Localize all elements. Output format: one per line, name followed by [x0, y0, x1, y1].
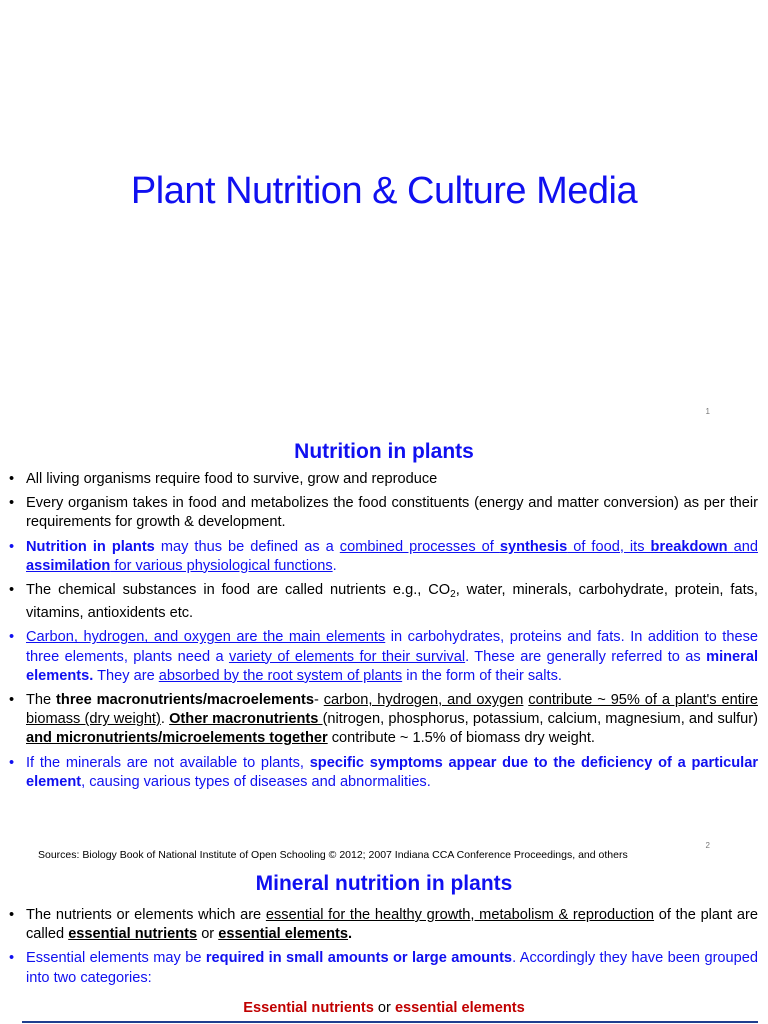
underlined-text: contribute ~ 95% of a plant's entire biomass (dry weight) [26, 692, 758, 728]
page-number: 2 [705, 841, 710, 850]
bold-text: specific symptoms appear due to the deficiency of a particular element [26, 754, 758, 790]
bullet-item [0, 494, 768, 532]
bold-text: Nutrition in plants [26, 538, 155, 555]
slide-2 [0, 420, 768, 861]
subscript: 2 [450, 589, 456, 601]
text-span: - [313, 692, 324, 709]
page-number: 1 [705, 407, 710, 416]
underlined-text: Carbon, hydrogen, and oxygen are the main elements [26, 629, 386, 646]
text-span: The [26, 692, 57, 709]
bullet-text: Every organism takes in food and metabolizes the food constituents (energy and matter conversion) as per their requirements for growth & development. [26, 495, 758, 531]
underlined-text: essential elements [218, 926, 349, 943]
underlined-text: essential for the healthy growth, metabolism & reproduction [265, 907, 655, 923]
text-span: They are [93, 667, 159, 684]
slide-3 [0, 848, 768, 1024]
bold-text: required in small amounts or large amounts [205, 950, 513, 967]
text-span: or [197, 926, 219, 943]
text-span: contribute ~ 1.5% of biomass dry weight. [327, 730, 595, 747]
sources-note: Sources: Biology Book of National Institute of Open Schooling © 2012; 2007 Indiana CCA Conference Proceedings, and others [38, 849, 628, 861]
bullet-text: All living organisms require food to survive, grow and reproduce [26, 471, 438, 487]
bold-text: breakdown [650, 538, 728, 555]
slide-title: Plant Nutrition & Culture Media [130, 170, 638, 212]
bold-text: mineral elements. [26, 648, 759, 684]
bold-text [26, 730, 328, 746]
bullet-item [0, 754, 768, 792]
bold-text [68, 926, 197, 942]
bold-text [169, 711, 322, 727]
text-span: combined processes of [339, 538, 500, 555]
table-top-border [22, 1021, 758, 1023]
bold-text: synthesis [499, 538, 568, 555]
bullet-list [0, 906, 768, 993]
underlined-text: essential nutrients [68, 926, 198, 943]
slide-1 [0, 0, 768, 420]
bold-text: assimilation [26, 557, 111, 574]
text-span: in carbohydrates, proteins and fats. In addition to these three elements, plants need a [26, 629, 758, 665]
bullet-item [0, 949, 768, 987]
text-span: , water, minerals, carbohydrate, protein, fats, vitamins, antioxidents etc. [26, 582, 758, 622]
text-span: in the form of their salts. [402, 667, 562, 684]
text-span: The chemical substances in food are called nutrients e.g., CO [26, 582, 451, 599]
underlined-text: and micronutrients/microelements together [26, 730, 328, 747]
text-span: The nutrients or elements which are [26, 907, 266, 923]
underlined-text: variety of elements for their survival [228, 648, 466, 665]
text-span: Essential elements may be [26, 950, 206, 967]
text-span: , causing various types of diseases and abnormalities. [81, 773, 431, 790]
text-span: of the plant are called [26, 907, 758, 943]
bullet-item [0, 628, 768, 686]
red-text: Essential nutrients [243, 1000, 374, 1016]
categories-caption [0, 1000, 768, 1016]
bold-text [218, 926, 348, 942]
slide-heading: Mineral nutrition in plants [255, 872, 513, 895]
bullet-item [0, 906, 768, 944]
text-span: and [733, 538, 758, 555]
red-text: essential elements [394, 1000, 525, 1016]
underlined-text: Other macronutrients [169, 711, 323, 728]
slide-heading: Nutrition in plants [294, 440, 474, 463]
text-span: If the minerals are not available to plants, [26, 754, 310, 771]
text-span: or [373, 1000, 395, 1016]
bullet-item [0, 538, 768, 576]
underlined-text: carbon, hydrogen, and oxygen [323, 692, 524, 709]
text-span: of food, its [567, 538, 651, 555]
text-span: may thus be defined as a [154, 538, 340, 555]
bold-text: . [348, 926, 353, 943]
text-span: for various physiological functions [110, 557, 333, 574]
text-span: . Accordingly they have been grouped into two categories: [26, 950, 759, 986]
bullet-item [0, 691, 768, 749]
text-span: (nitrogen, phosphorus, potassium, calcium, magnesium, and sulfur) [322, 711, 758, 728]
text-span: . These are generally referred to as [465, 648, 707, 665]
bold-text: three macronutrients/macroelements [56, 692, 314, 709]
bullet-item [0, 470, 768, 489]
underlined-text: absorbed by the root system of plants [158, 667, 403, 684]
bullet-item [0, 581, 768, 623]
text-span: . [160, 711, 170, 728]
text-span: . [332, 557, 337, 574]
bullet-list [0, 470, 768, 797]
